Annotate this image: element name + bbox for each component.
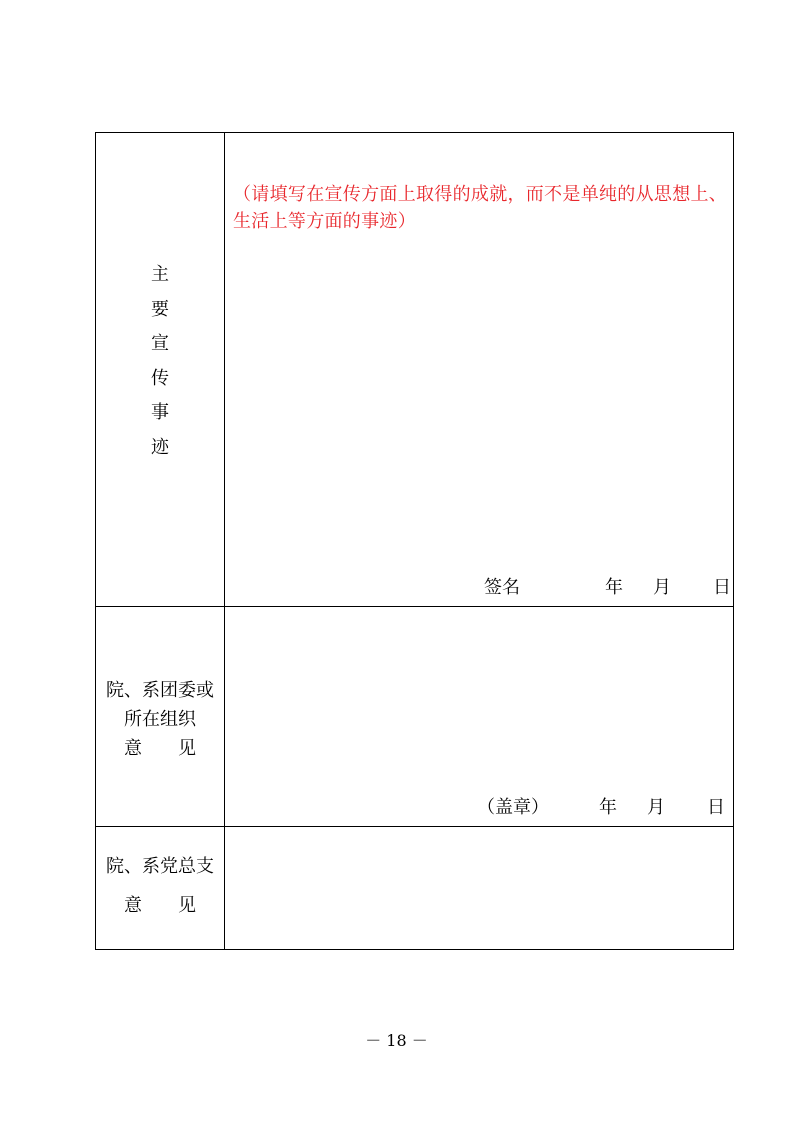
league-committee-row [96, 607, 733, 827]
month-label: 月 [647, 797, 665, 818]
deeds-label-cell [96, 133, 225, 606]
league-committee-label-line: 所在组织 [124, 709, 196, 730]
deeds-hint-text: （请填写在宣传方面上取得的成就，而不是单纯的从思想上、生活上等方面的事迹） [233, 184, 728, 232]
deeds-label-char: 要 [151, 298, 169, 320]
deeds-label-char: 事 [151, 402, 169, 423]
deeds-signature-line [225, 573, 733, 597]
party-branch-label-line: 意 见 [124, 895, 196, 916]
party-branch-label [96, 847, 224, 925]
deeds-label-char: 传 [151, 367, 169, 389]
year-label: 年 [605, 577, 623, 598]
party-branch-row [96, 827, 733, 949]
deeds-row [96, 133, 733, 607]
league-committee-label-line: 意 见 [124, 738, 196, 759]
year-label: 年 [599, 797, 617, 818]
league-committee-stamp-line [225, 793, 733, 817]
deeds-label-char: 迹 [151, 436, 169, 458]
day-label: 日 [713, 577, 731, 598]
signature-label: 签名 [484, 577, 520, 598]
party-branch-label-cell [96, 827, 225, 949]
day-label: 日 [707, 797, 725, 818]
stamp-label: （盖章） [477, 797, 549, 818]
application-form-table [95, 132, 734, 950]
league-committee-opinion-field[interactable] [225, 607, 733, 826]
deeds-label [96, 258, 224, 465]
league-committee-label-cell [96, 607, 225, 826]
deeds-content-field[interactable] [225, 133, 733, 606]
party-branch-label-line: 院、系党总支 [106, 856, 214, 877]
deeds-label-char: 宣 [151, 333, 169, 354]
league-committee-label [96, 676, 224, 763]
league-committee-label-line: 院、系团委或 [106, 680, 214, 701]
page-number: － 18 － [365, 1031, 428, 1050]
deeds-label-char: 主 [151, 264, 169, 285]
month-label: 月 [653, 577, 671, 598]
party-branch-opinion-field[interactable] [225, 827, 733, 949]
